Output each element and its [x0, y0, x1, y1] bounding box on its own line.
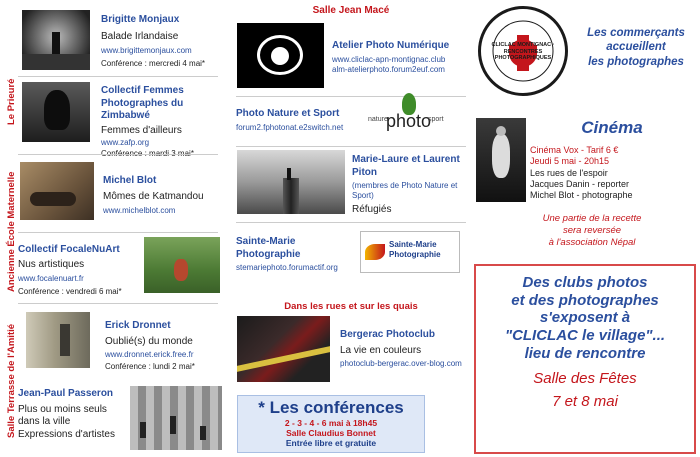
divider	[18, 76, 218, 77]
entry-title: Mômes de Katmandou	[103, 190, 204, 202]
photo-brigitte-monjaux	[22, 10, 90, 70]
entry-title: Oublié(s) du monde	[105, 335, 193, 347]
nature-logo	[368, 93, 448, 143]
divider	[18, 232, 218, 233]
divider	[18, 154, 218, 155]
vertical-label-ecole: Ancienne École Maternelle	[6, 171, 17, 292]
cinema-credits-1: Jacques Danin - reporter	[530, 178, 630, 189]
clubs-salle: Salle des Fêtes	[533, 370, 637, 388]
cinema-credits-2: Michel Blot - photographe	[530, 190, 633, 200]
cinema-venue: Cinéma Vox - Tarif 6 €	[530, 145, 619, 155]
entry-line: Expressions d'artistes	[18, 428, 115, 440]
nature-logo-right: sport	[428, 116, 444, 123]
nature-logo-left: nature	[368, 116, 388, 123]
cliclac-logo-text: CLICLAC MONTIGNAC · RENCONTRES PHOTOGRAPHIQUES	[491, 42, 555, 62]
sainte-marie-logo	[360, 231, 460, 273]
clubs-line: s'exposent à	[539, 309, 631, 327]
vertical-label-terrasse: Salle Terrasse de l'Amitié	[6, 323, 17, 438]
entry-url[interactable]: www.michelblot.com	[103, 206, 176, 215]
welcome-line: les photographes	[588, 55, 684, 68]
clubs-line: "CLICLAC le village"...	[504, 327, 666, 345]
entry-conference: Conférence : mercredi 4 mai*	[101, 59, 206, 68]
rues-title: Dans les rues et sur les quais	[284, 301, 418, 312]
entry-url[interactable]: www.zafp.org	[101, 138, 150, 147]
atelier-url-2[interactable]: alm-atelierphoto.forum2euf.com	[332, 64, 445, 74]
nature-logo-main: photo	[386, 111, 432, 131]
conferences-box	[237, 395, 425, 453]
divider	[236, 146, 466, 147]
entry-name: Jean-Paul Passeron	[18, 388, 114, 399]
atelier-url-1[interactable]: www.cliclac-apn-montignac.club	[332, 54, 446, 64]
nepal-line: Une partie de la recette	[542, 213, 642, 224]
nepal-line: sera reversée	[562, 224, 622, 236]
photo-focalenuart	[144, 237, 220, 293]
salle-jean-mace-title: Salle Jean Macé	[312, 5, 390, 16]
nature-name: Photo Nature et Sport	[236, 108, 340, 119]
entry-name: Michel Blot	[103, 175, 157, 186]
divider	[18, 303, 218, 304]
bergerac-url[interactable]: photoclub-bergerac.over-blog.com	[340, 359, 462, 368]
atelier-name: Atelier Photo Numérique	[332, 40, 450, 51]
welcome-line: accueillent	[606, 41, 666, 54]
nature-url[interactable]: forum2.fphotonat.e2switch.net	[236, 122, 344, 132]
divider	[236, 222, 466, 223]
photo-femmes-zimbabwe	[22, 82, 90, 142]
cinema-date: Jeudi 5 mai - 20h15	[530, 156, 610, 167]
vertical-label-prieure: Le Prieuré	[6, 78, 17, 125]
entry-url[interactable]: www.dronnet.erick.free.fr	[105, 350, 194, 359]
entry-line: dans la ville	[18, 416, 71, 427]
entry-line: Plus ou moins seuls	[18, 403, 107, 415]
entry-title: Femmes d'ailleurs	[101, 124, 182, 136]
welcome-line: Les commerçants	[587, 27, 685, 39]
sainte-url[interactable]: stemariephoto.forumactif.org	[236, 263, 338, 272]
cliclac-logo	[478, 6, 568, 96]
marie-sub: (membres de Photo Nature et Sport)	[352, 181, 458, 200]
entry-name: Collectif FocaleNuArt	[18, 244, 120, 255]
conferences-entry: Entrée libre et gratuite	[285, 438, 377, 448]
entry-title: Balade Irlandaise	[101, 30, 179, 42]
entry-url[interactable]: www.focalenuart.fr	[18, 274, 84, 283]
nepal-line: à l'association Népal	[548, 236, 636, 248]
clubs-line: lieu de rencontre	[524, 344, 646, 362]
clubs-line: Des clubs photos	[522, 274, 648, 291]
entry-url[interactable]: www.brigittemonjaux.com	[101, 46, 192, 55]
marie-name: Marie-Laure et Laurent Piton	[352, 154, 460, 178]
entry-conference: Conférence : vendredi 6 mai*	[18, 287, 122, 296]
sainte-logo-text: Sainte-Marie Photographie	[389, 240, 441, 259]
conferences-title: * Les conférences	[258, 398, 404, 417]
atelier-apn-logo	[237, 23, 324, 88]
photo-michel-blot	[20, 162, 94, 220]
marie-title: Réfugiés	[352, 204, 392, 215]
photo-cinema	[476, 118, 526, 202]
photo-erick-dronnet	[26, 312, 90, 368]
entry-name: Collectif Femmes Photographes du Zimbabwé	[101, 85, 184, 121]
sainte-name: Sainte-Marie Photographie	[236, 236, 301, 260]
clubs-box	[474, 264, 696, 454]
clubs-dates: 7 et 8 mai	[552, 393, 618, 411]
bergerac-name: Bergerac Photoclub	[340, 329, 436, 340]
cinema-film: Les rues de l'espoir	[530, 167, 608, 178]
clubs-line: et des photographes	[511, 291, 659, 309]
entry-conference: Conférence : lundi 2 mai*	[105, 362, 195, 371]
entry-name: Erick Dronnet	[105, 320, 171, 331]
photo-refugies	[237, 150, 345, 214]
photo-jean-paul-passeron	[130, 386, 222, 450]
conferences-dates: 2 - 3 - 4 - 6 mai à 18h45	[284, 418, 378, 428]
conferences-place: Salle Claudius Bonnet	[286, 428, 376, 438]
bergerac-title: La vie en couleurs	[340, 344, 422, 356]
cinema-title: Cinéma	[581, 118, 643, 137]
entry-name: Brigitte Monjaux	[101, 14, 180, 25]
photo-bergerac	[237, 316, 330, 382]
entry-title: Nus artistiques	[18, 258, 85, 270]
